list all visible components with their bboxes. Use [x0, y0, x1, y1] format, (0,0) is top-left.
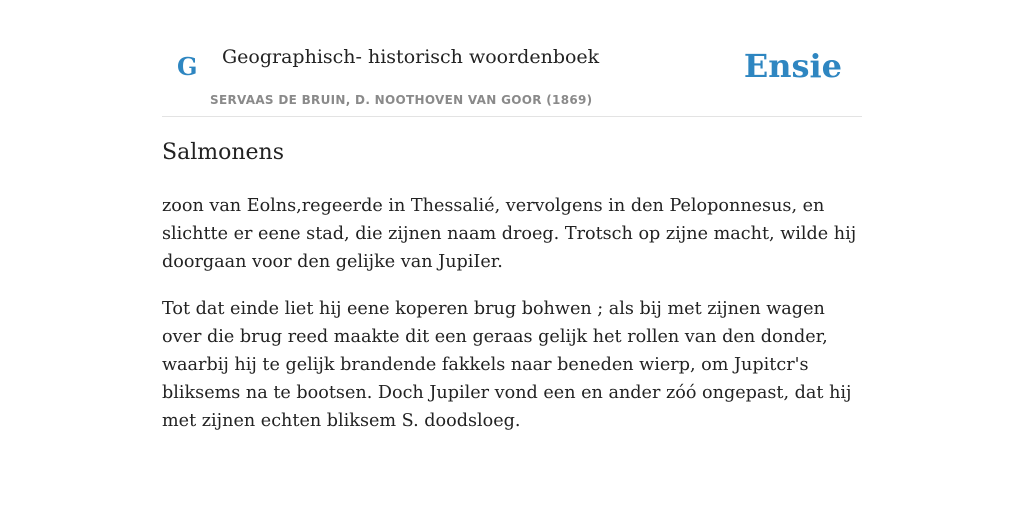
ensie-logo-link[interactable]: Ensie [743, 47, 842, 85]
book-header [162, 0, 862, 117]
book-title[interactable]: Geographisch- historisch woordenboek [222, 46, 600, 68]
entry-paragraph: Tot dat einde liet hij eene koperen brug bohwen ; als bij met zijnen wagen over die brug reed maakte dit een geraas gelijk het rollen van den donder, waarbij hij te gelijk brandende fakkels naar beneden wierp, om Jupitcr's bliksems na te bootsen. Doch Jupiler vond een en ander zóó ongepast, dat hij met zijnen echten bliksem S. doodsloeg. [162, 299, 852, 431]
entry-paragraph: zoon van Eolns,regeerde in Thessalié, vervolgens in den Peloponnesus, en slichtte er eene stad, die zijnen naam droeg. Trotsch op zijne macht, wilde hij doorgaan voor den gelijke van JupiIer. [162, 196, 857, 272]
page-container [162, 0, 862, 431]
book-logo-letter[interactable]: G [177, 52, 198, 81]
entry-content [162, 192, 862, 454]
entry-title: Salmonens [162, 140, 284, 165]
book-author: SERVAAS DE BRUIN, D. NOOTHOVEN VAN GOOR (1869) [210, 93, 593, 107]
